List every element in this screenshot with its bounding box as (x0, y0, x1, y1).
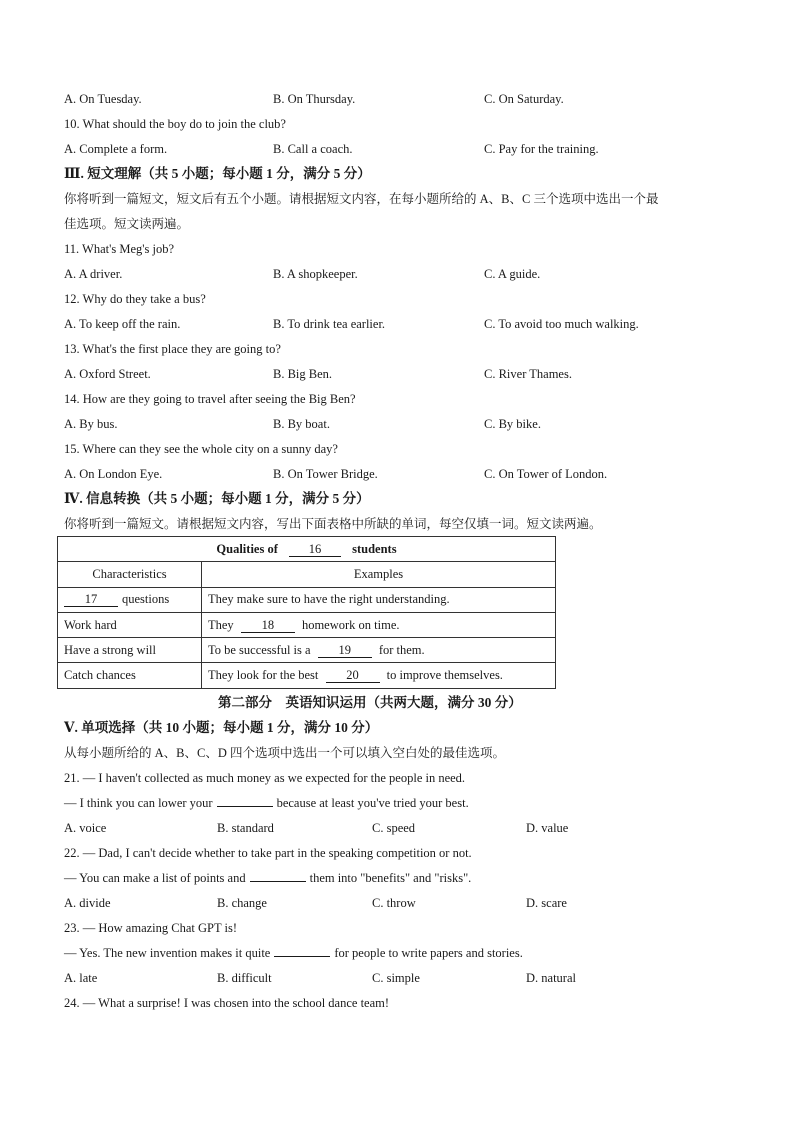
q23-line2-post: for people to write papers and stories. (334, 946, 523, 960)
row1-example: They make sure to have the right understanding. (202, 587, 556, 612)
q10-option-b: B. Call a coach. (273, 142, 353, 156)
q15-option-b: B. On Tower Bridge. (273, 467, 378, 481)
blank-17[interactable]: 17 (64, 592, 118, 607)
section4-instruction: 你将听到一篇短文。请根据短文内容，写出下面表格中所缺的单词，每空仅填一词。短文读两遍。 (64, 517, 602, 531)
q23-blank[interactable] (274, 956, 330, 957)
q9-option-a: A. On Tuesday. (64, 92, 142, 106)
row3-example-post: for them. (378, 642, 425, 657)
blank-18[interactable]: 18 (241, 618, 295, 633)
q14-question: 14. How are they going to travel after seeing the Big Ben? (64, 392, 356, 406)
row1-characteristic-text: questions (122, 592, 170, 607)
row3-characteristic: Have a strong will (58, 638, 202, 663)
blank-16[interactable]: 16 (289, 542, 341, 557)
row4-example-pre: They look for the best (208, 668, 319, 683)
blank-20[interactable]: 20 (326, 668, 380, 683)
q21-blank[interactable] (217, 806, 273, 807)
q21-line2-pre: — I think you can lower your (64, 796, 213, 810)
part2-heading: 第二部分 英语知识运用（共两大题，满分 30 分） (218, 695, 522, 710)
row3-example (202, 638, 556, 663)
info-table-title (58, 537, 556, 562)
q22-line2 (64, 869, 471, 887)
row4-characteristic: Catch chances (58, 663, 202, 688)
q9-option-b: B. On Thursday. (273, 92, 356, 106)
q23-line2 (64, 944, 523, 962)
row2-characteristic: Work hard (58, 612, 202, 637)
q12-option-b: B. To drink tea earlier. (273, 317, 386, 331)
table-title-pre: Qualities of (216, 541, 278, 556)
q14-option-a: A. By bus. (64, 417, 118, 431)
q12-question: 12. Why do they take a bus? (64, 292, 206, 306)
q11-option-a: A. A driver. (64, 267, 123, 281)
section5-instruction: 从每小题所给的 A、B、C、D 四个选项中选出一个可以填入空白处的最佳选项。 (64, 746, 505, 760)
q22-option-c: C. throw (372, 896, 416, 910)
q22-option-d: D. scare (526, 896, 567, 910)
row2-example-post: homework on time. (301, 617, 400, 632)
q15-option-a: A. On London Eye. (64, 467, 163, 481)
section5-heading: Ⅴ. 单项选择（共 10 小题；每小题 1 分，满分 10 分） (64, 720, 379, 735)
row3-example-pre: To be successful is a (208, 642, 311, 657)
row2-example-pre: They (208, 617, 234, 632)
q21-line2 (64, 794, 469, 812)
row1-characteristic (58, 587, 202, 612)
q13-option-c: C. River Thames. (484, 367, 572, 381)
info-table-title-row (58, 537, 556, 562)
col-header-characteristics: Characteristics (58, 562, 202, 587)
q23-option-c: C. simple (372, 971, 420, 985)
q22-option-a: A. divide (64, 896, 111, 910)
q10-question: 10. What should the boy do to join the club? (64, 117, 286, 131)
q9-option-c: C. On Saturday. (484, 92, 564, 106)
q22-blank[interactable] (250, 881, 306, 882)
q12-option-c: C. To avoid too much walking. (484, 317, 639, 331)
table-title-post: students (352, 541, 397, 556)
q21-option-d: D. value (526, 821, 569, 835)
col-header-examples: Examples (202, 562, 556, 587)
q15-question: 15. Where can they see the whole city on a sunny day? (64, 442, 338, 456)
info-table-header-row (58, 562, 556, 587)
q21-option-c: C. speed (372, 821, 416, 835)
blank-19[interactable]: 19 (318, 643, 372, 658)
q21-line2-post: because at least you've tried your best. (276, 796, 469, 810)
table-row (58, 638, 556, 663)
q22-line2-post: them into "benefits" and "risks". (309, 871, 472, 885)
q23-line2-pre: — Yes. The new invention makes it quite (64, 946, 271, 960)
q13-option-b: B. Big Ben. (273, 367, 333, 381)
q22-line2-pre: — You can make a list of points and (64, 871, 246, 885)
q21-option-a: A. voice (64, 821, 107, 835)
q10-option-a: A. Complete a form. (64, 142, 168, 156)
table-row (58, 587, 556, 612)
q22-option-b: B. change (217, 896, 267, 910)
q21-line1: 21. — I haven't collected as much money as we expected for the people in need. (64, 771, 466, 785)
q13-option-a: A. Oxford Street. (64, 367, 151, 381)
q15-option-c: C. On Tower of London. (484, 467, 608, 481)
info-table (57, 536, 556, 689)
q14-option-c: C. By bike. (484, 417, 541, 431)
q23-option-a: A. late (64, 971, 98, 985)
q13-question: 13. What's the first place they are going to? (64, 342, 281, 356)
table-row (58, 663, 556, 688)
section3-heading: Ⅲ. 短文理解（共 5 小题；每小题 1 分，满分 5 分） (64, 166, 371, 181)
q22-line1: 22. — Dad, I can't decide whether to take part in the speaking competition or not. (64, 846, 472, 860)
table-row (58, 612, 556, 637)
section3-instruction-line2: 佳选项。短文读两遍。 (64, 217, 190, 231)
q24-line1: 24. — What a surprise! I was chosen into the school dance team! (64, 996, 390, 1010)
section4-heading: Ⅳ. 信息转换（共 5 小题；每小题 1 分，满分 5 分） (64, 491, 370, 506)
q21-option-b: B. standard (217, 821, 274, 835)
q11-option-b: B. A shopkeeper. (273, 267, 358, 281)
q10-option-c: C. Pay for the training. (484, 142, 599, 156)
q23-option-d: D. natural (526, 971, 576, 985)
q11-question: 11. What's Meg's job? (64, 242, 175, 256)
q23-option-b: B. difficult (217, 971, 272, 985)
row4-example (202, 663, 556, 688)
q11-option-c: C. A guide. (484, 267, 541, 281)
q12-option-a: A. To keep off the rain. (64, 317, 181, 331)
row4-example-post: to improve themselves. (386, 668, 503, 683)
q23-line1: 23. — How amazing Chat GPT is! (64, 921, 238, 935)
row2-example (202, 612, 556, 637)
section3-instruction-line1: 你将听到一篇短文，短文后有五个小题。请根据短文内容，在每小题所给的 A、B、C 三个选项中选出一个最 (64, 192, 659, 206)
q14-option-b: B. By boat. (273, 417, 330, 431)
